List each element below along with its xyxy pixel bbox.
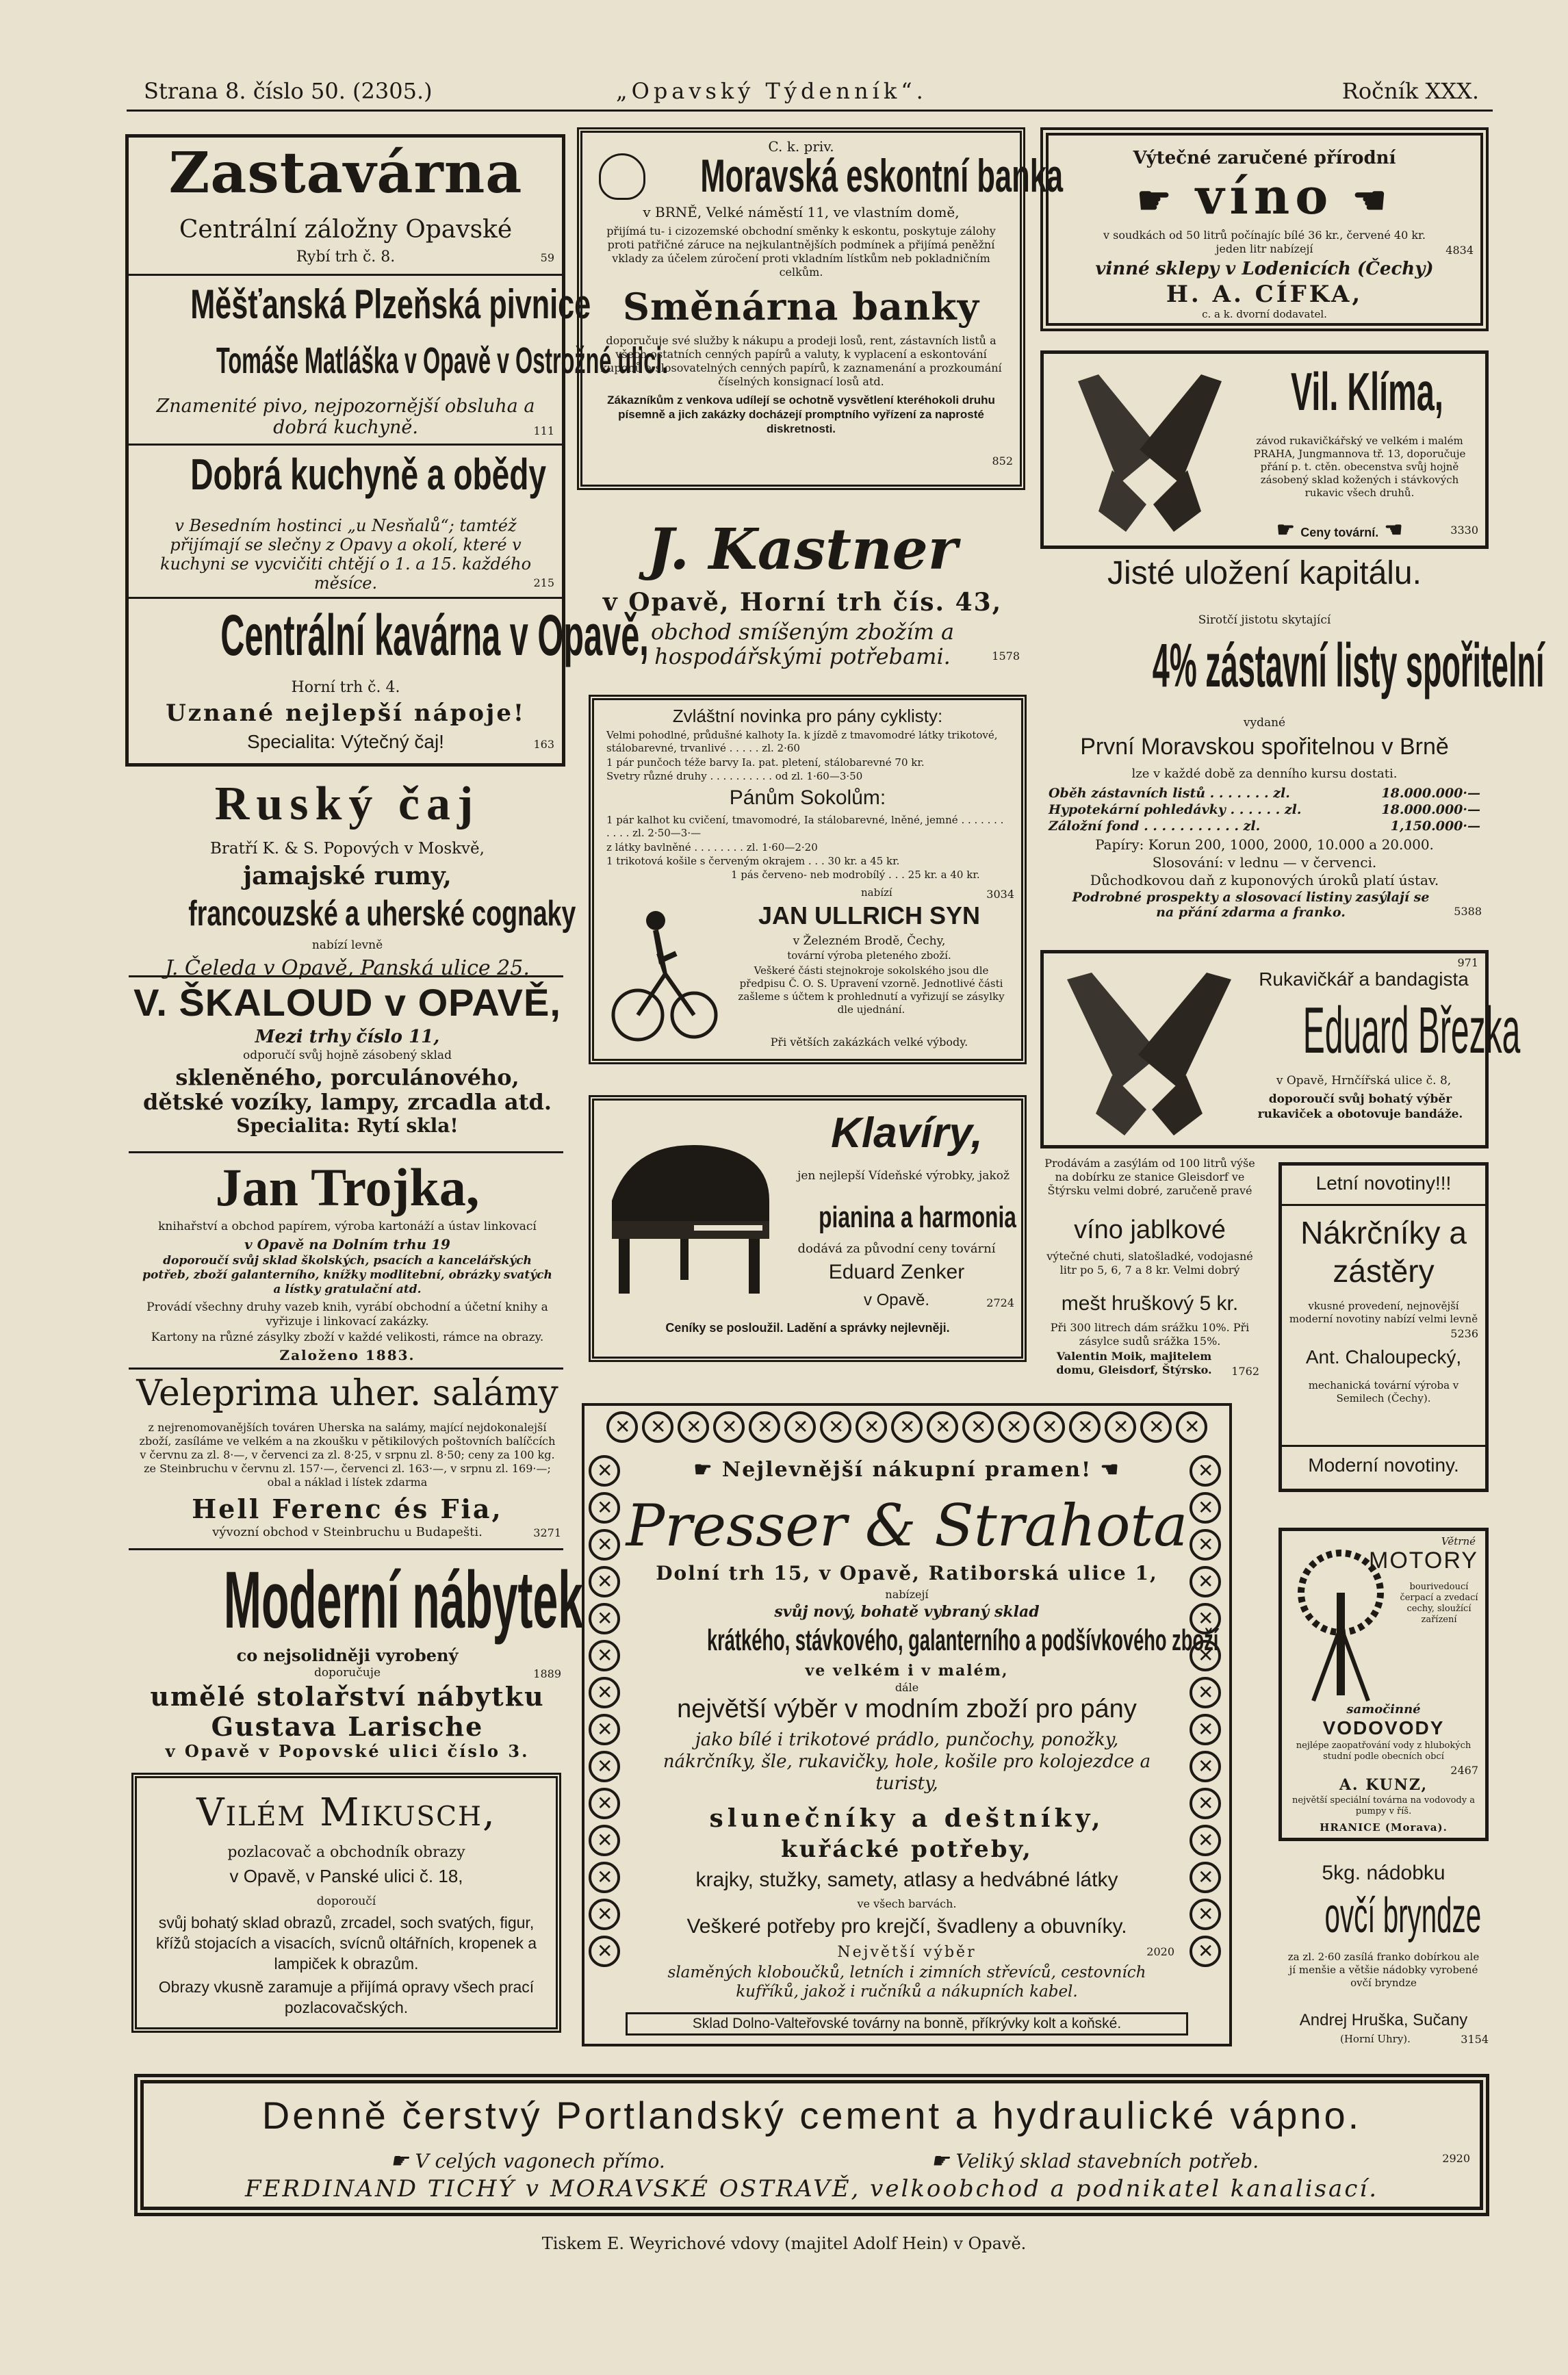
ad-jablecne-l2: výtečné chuti, slatošladké, vodojasné litr po 5, 6, 7 a 8 kr. Velmi dobrý <box>1046 1250 1253 1276</box>
ad-klaviry-title: Klavíry, <box>831 1109 983 1157</box>
ad-ullrich-r3: Svetry různé druhy . . . . . . . . . . od zl. 1·60—3·50 <box>606 770 863 782</box>
ad-banka-text2: doporučuje své služby k nákupu a prodeji losů, rent, zástavních listů a všech ostatních cenných papírů a valuty, k vyplacení a eskontování kuponů a slosovatelných cenných papírů, k zaznamenání a prozkoumání číselných konsignací losů atd. <box>600 334 1002 388</box>
ad-pivnice-text: Znamenité pivo, nejpozornější obsluha a dobrá kuchyně. <box>156 396 535 438</box>
ad-jablecne-l4: Při 300 litrech dám srážku 10%. Při zásylce sudů srážka 15%. <box>1050 1321 1250 1348</box>
ad-presser-l16: Sklad Dolno-Valteřovské továrny na bonně, příkrývky kolt a koňské. <box>626 2012 1188 2036</box>
ad-caj-l5: J. Čeleda v Opavě, Panská ulice 25. <box>165 956 530 980</box>
ad-number: 5388 <box>1454 905 1482 918</box>
ad-ullrich-f1: tovární výroba pleteného zboží. <box>787 949 951 962</box>
ad-number: 2724 <box>986 1296 1014 1309</box>
ad-pivnice <box>130 281 669 445</box>
ad-motory-l3: největší speciální továrna na vodovody a pumpy v říš. <box>1292 1795 1475 1816</box>
ad-ulozeni-l1: Sirotčí jistotu skytající <box>1198 613 1331 627</box>
ad-skaloud-l3: skleněného, porculánového, dětské vozíky, lampy, zrcadla atd. <box>142 1064 552 1115</box>
ad-klima-text: závod rukavičkářský ve velkém i malém PRAHA, Jungmannova tř. 13, doporučuje přání p. t. ctěn. obecenstva svůj hojně zásobený sklad kožených i stávkových rukavic všech druhů. <box>1253 435 1466 499</box>
divider <box>129 597 562 599</box>
ad-vino-l5: c. a k. dvorní dodavatel. <box>1202 308 1327 320</box>
ad-zastavarna-sub: Centrální záložny Opavské <box>179 216 513 244</box>
ad-ullrich-r2: 1 pár punčoch téže barvy Ia. pat. pletení, stálobarevné 70 kr. <box>606 756 925 769</box>
ad-trojka <box>127 1157 568 1369</box>
ad-vino-l2: jeden litr nabízejí <box>1216 242 1313 255</box>
ad-ulozeni-l4: lze v každé době za denního kursu dostati. <box>1131 767 1398 781</box>
ad-trojka-l6: Založeno 1883. <box>279 1347 415 1363</box>
ad-bryndze-l2: (Horní Uhry). <box>1340 2033 1411 2045</box>
ad-banka-title: Moravská eskontní banka <box>700 150 1064 202</box>
ad-ullrich-sub: Pánům Sokolům: <box>729 786 886 809</box>
ad-vino-l1: v soudkách od 50 litrů počínajíc bílé 36 kr., červené 40 kr. <box>1103 229 1426 242</box>
ad-number: 2920 <box>1442 2152 1470 2165</box>
ad-vino-title2-text: víno <box>1195 167 1334 225</box>
pointing-hand-icon: ☚ <box>1333 178 1392 223</box>
ad-caj <box>127 777 576 1013</box>
ad-ulozeni-r2a: Hypotekární pohledávky . . . . . . zl. <box>1049 802 1302 817</box>
ad-presser-banner <box>584 1458 1229 1482</box>
ad-number: 5236 <box>1450 1327 1478 1340</box>
ad-klaviry-l3: dodává za původní ceny tovární <box>797 1242 996 1256</box>
ad-klaviry <box>589 1095 1027 1362</box>
ad-number: 3154 <box>1461 2033 1489 2046</box>
ad-ulozeni <box>1040 554 1545 938</box>
ad-salamy <box>127 1373 568 1544</box>
ad-presser-l12: ve všech barvách. <box>857 1897 957 1910</box>
pointing-hand-icon: ☚ <box>1378 519 1403 541</box>
ad-kavarna <box>130 602 649 761</box>
eagle-emblem-icon <box>599 153 645 200</box>
ad-ullrich-r4: 1 pár kalhot ku cvičení, tmavomodré, Ia stálobarevné, lněné, jemné . . . . . . . . . . . zl. 2·50—3·— <box>606 814 1004 839</box>
pointing-hand-icon: ☚ <box>1092 1458 1120 1482</box>
ad-ulozeni-r1b: 18.000.000·— <box>1381 786 1480 801</box>
ad-klima-title: Vil. Klíma, <box>1291 361 1443 422</box>
ad-salamy-text: z nejrenomovanějších továren Uherska na salámy, mající nejdokonalejší zboží, zasíláme ve velkém a na zkoušku v pětikilových poštovních balíčcích v červnu za zl. 8·—, v červenci za zl. 8·25, v srpnu zl. 8·50; ceny za 100 kg. ze Steinbruchu v červnu zl. 157·—, červenci zl. 163·—, v srpnu zl. 169·—; obal a náklad i lístek zdarma <box>139 1421 556 1489</box>
pointing-hand-icon: ☛ <box>390 2149 415 2173</box>
pointing-hand-icon: ☛ <box>1137 178 1196 223</box>
ad-skaloud-l2: odporučí svůj hojně zásobený sklad <box>243 1049 452 1062</box>
ad-ulozeni-l2: vydané <box>1243 716 1286 730</box>
ad-ullrich-r5: z látky bavlněné . . . . . . . . zl. 1·60—2·20 <box>606 841 818 853</box>
pointing-hand-icon: ☛ <box>931 2149 956 2173</box>
ad-ulozeni-l8: Podrobné prospekty a slosovací listiny zasýlají se na přání zdarma a franko. <box>1072 890 1430 920</box>
ad-chaloupecky-bottom: Moderní novotiny. <box>1308 1454 1459 1476</box>
page-footer: Tiskem E. Weyrichové vdovy (majitel Adolf Hein) v Opavě. <box>541 2234 1027 2253</box>
ad-chaloupecky <box>1278 1162 1489 1492</box>
ad-nabytek-l3: umělé stolařství nábytku <box>150 1681 545 1712</box>
ad-number: 163 <box>533 738 554 751</box>
ad-presser-l7: největší výběr v modním zboží pro pány <box>677 1695 1137 1723</box>
ad-ulozeni-r3a: Záložní fond . . . . . . . . . . . zl. <box>1049 819 1261 834</box>
ad-salamy-addr: vývozní obchod v Steinbruchu u Budapešti. <box>212 1525 483 1539</box>
ad-mikusch-l3: doporoučí <box>316 1895 376 1908</box>
ad-ullrich-r7: 1 pás červeno- neb modrobílý . . . 25 kr. a 40 kr. <box>731 869 980 881</box>
divider <box>129 1368 563 1370</box>
ad-mikusch-title: Vilém Mikusch, <box>196 1790 496 1835</box>
ad-number: 2467 <box>1450 1764 1478 1777</box>
ad-jablecne-l1: Prodávám a zasýlám od 100 litrů výše na dobírku ze stanice Gleisdorf ve Štýrsku velmi dobré, zaručeně pravé <box>1044 1157 1255 1197</box>
ad-ullrich <box>589 695 1027 1064</box>
ad-presser-l15: slaměných kloboučků, letních i zimních střevíců, cestovních kufříků, jakož i ručníků a nákupních kabel. <box>667 1964 1146 2001</box>
divider <box>129 975 563 977</box>
ad-banka-top: C. k. priv. <box>768 138 834 155</box>
ad-brezka-l3: doporoučí svůj bohatý výběr rukaviček a obotovuje bandáže. <box>1257 1092 1463 1121</box>
ad-presser-banner-text: Nejlevnější nákupní pramen! <box>721 1458 1092 1482</box>
ad-motory-firm: A. KUNZ, <box>1339 1776 1428 1794</box>
ad-kavarna-addr: Horní trh č. 4. <box>291 679 400 696</box>
ad-number: 3271 <box>533 1526 561 1539</box>
ad-klima <box>1040 350 1489 549</box>
ad-bryndze <box>1278 1862 1489 2046</box>
ad-presser-l4: krátkého, stávkového, galanterního a podšívkového zboží <box>706 1623 1219 1657</box>
ad-caj-l2: jamajské rumy, <box>243 862 452 890</box>
ad-number: 971 <box>1457 956 1478 969</box>
ad-banka <box>577 127 1064 490</box>
ad-ulozeni-r2b: 18.000.000·— <box>1381 802 1480 817</box>
ad-kastner-l2: obchod smíšeným zbožím a hospodářskými potřebami. <box>650 619 955 669</box>
ad-ulozeni-r3b: 1,150.000·— <box>1390 819 1480 834</box>
header-rule <box>127 110 1493 112</box>
ad-motory-l2: VODOVODY <box>1322 1717 1445 1738</box>
ad-ulozeni-r1a: Oběh zástavních listů . . . . . . . zl. <box>1049 786 1290 801</box>
ad-number: 2020 <box>1146 1945 1174 1958</box>
ad-jablecne-l5: Valentin Moik, majitelem domu, Gleisdorf, Štýrsko. <box>1056 1350 1212 1376</box>
ad-obedy <box>130 449 561 595</box>
ad-skaloud-l4: Specialita: Rytí skla! <box>236 1114 459 1137</box>
ad-ulozeni-l3: První Moravskou spořitelnou v Brně <box>1080 734 1449 760</box>
ad-jablecne-title: víno jablkové <box>1074 1216 1226 1244</box>
ad-skaloud <box>127 980 568 1144</box>
ad-nabytek-l1: co nejsolidněji vyrobený <box>236 1645 459 1665</box>
ad-ullrich-r1: Velmi pohodlné, průdušné kalhoty Ia. k jízdě z tmavomodré látky trikotové, stálobarevné, trvanlivé . . . . . zl. 2·60 <box>606 729 998 754</box>
ad-chaloupecky-top: Letní novotiny!!! <box>1315 1172 1452 1194</box>
ad-klaviry-l1: jen nejlepší Vídeňské výrobky, jakož <box>797 1169 1010 1183</box>
page-number: Strana 8. číslo 50. (2305.) <box>144 78 433 104</box>
ad-banka-text: přijímá tu- i cizozemské obchodní směnky k eskontu, poskytuje zálohy proti patřičné záruce na nejkulantnějších podmínek a přijímá peněžní vklady za účelem zúročení proti vkladním lístkům neb pokladničním celkům. <box>606 224 996 279</box>
ad-presser <box>582 1403 1232 2046</box>
divider <box>129 444 562 446</box>
ad-caj-title: Ruský čaj <box>214 778 480 830</box>
ad-mikusch-l5: Obrazy vkusně zaramuje a přijímá opravy všech prací pozlacovačských. <box>158 1978 535 2016</box>
ad-caj-l1: Bratří K. & S. Popových v Moskvě, <box>210 840 485 858</box>
ad-banka-text3: Zákazníkům z venkova udílejí se ochotně vysvětlení kteréhokoli druhu písemně a jich zakázky docházejí promptního vyřízení za naprosté diskretnosti. <box>607 394 995 435</box>
ad-banka-title2: Směnárna banky <box>622 285 980 329</box>
ad-cement-l2 <box>931 2149 1259 2173</box>
ad-motory-side: bourivedoucí čerpací a zvedací cechy, sloužící zařízení <box>1400 1582 1478 1625</box>
ad-presser-l11: krajky, stužky, samety, atlasy a hedvábné látky <box>695 1869 1118 1891</box>
ad-nabytek-l4: Gustava Larische <box>211 1711 484 1742</box>
ad-presser-l14: Největší výběr <box>837 1944 977 1961</box>
ad-skaloud-title: V. ŠKALOUD v OPAVĚ, <box>133 981 561 1024</box>
ad-mikusch-l2: v Opavě, v Panské ulici č. 18, <box>229 1866 463 1886</box>
ad-banka-sub: v BRNĚ, Velké náměstí 11, ve vlastním domě, <box>643 204 960 220</box>
ad-salamy-firm: Hell Ferenc és Fia, <box>192 1493 503 1524</box>
ad-pivnice-title: Měšťanská Plzeňská pivnice <box>190 281 591 327</box>
pointing-hand-icon: ☛ <box>693 1458 722 1482</box>
ad-presser-l9: slunečníky a deštníky, <box>709 1804 1105 1833</box>
ad-chaloupecky-l1: mechanická tovární výroba v Semilech (Čechy). <box>1308 1379 1459 1404</box>
cyclist-illustration <box>611 885 720 1049</box>
ad-bryndze-text: za zl. 2·60 zasílá franko dobírkou ale jí menšie a většie nádobky vyrobené ovčí bryndze <box>1287 1951 1480 1989</box>
ad-number: 3034 <box>986 888 1014 901</box>
pointing-hand-icon: ☛ <box>1276 519 1301 541</box>
ad-number: 3330 <box>1450 524 1478 537</box>
ad-trojka-l3: doporoučí svůj sklad školských, psacích a kancelářských potřeb, zboží galanterního, knížky modlitební, obrázky svatých a lístky gratulační atd. <box>142 1254 552 1296</box>
ad-ullrich-firm: JAN ULLRICH SYN <box>758 901 981 929</box>
ad-ulozeni-title: Jisté uložení kapitálu. <box>1107 555 1422 591</box>
ad-ullrich-f2: Veškeré části stejnokroje sokolského jsou dle předpisu Č. O. S. Upravení vzorně. Jednotlivé části zašleme s účtem k prohlednutí a vyřizují se zásylky dle ujednání. <box>738 964 1005 1016</box>
ad-motory-l4: HRANICE (Morava). <box>1320 1821 1448 1834</box>
ad-cement-l3: FERDINAND TICHÝ v MORAVSKÉ OSTRAVĚ, velkoobchod a podnikatel kanalisací. <box>244 2175 1379 2203</box>
ad-trojka-l2: v Opavě na Dolním trhu 19 <box>244 1236 450 1253</box>
ad-presser-l1: Dolní trh 15, v Opavě, Ratiborská ulice 1, <box>656 1562 1158 1584</box>
ad-kastner-title: J. Kastner <box>647 517 957 582</box>
gloves-illustration <box>1053 966 1245 1138</box>
ad-ullrich-f3: Při větších zakázkách velké výbody. <box>770 1036 968 1049</box>
ad-kastner-l1: v Opavě, Horní trh čís. 43, <box>602 588 1003 617</box>
ad-vino-l4: H. A. CÍFKA, <box>1166 281 1363 308</box>
ad-klaviry-l5: v Opavě. <box>863 1291 930 1309</box>
ad-chaloupecky-firm: Ant. Chaloupecký, <box>1305 1346 1462 1368</box>
ad-motory-top: Větrné <box>1441 1535 1476 1548</box>
ad-motory-l1: samočinné <box>1346 1702 1421 1717</box>
ad-ullrich-r8: nabízí <box>861 886 892 899</box>
ad-zastavarna <box>130 140 561 270</box>
ad-brezka <box>1040 950 1521 1148</box>
ad-ulozeni-l6: Slosování: v lednu — v červenci. <box>1152 854 1377 871</box>
ad-number: 1578 <box>992 650 1020 663</box>
piano-illustration <box>605 1118 776 1310</box>
ad-nabytek-title: Moderní nábytek <box>223 1555 583 1645</box>
ad-mikusch-l4: svůj bohatý sklad obrazů, zrcadel, soch svatých, figur, křížů stojacích a visacích, svícnů oltářních, kropenek a lampiček k obrazům. <box>155 1914 537 1973</box>
ad-salamy-title: Veleprima uher. salámy <box>136 1373 558 1414</box>
ad-presser-l8: jako bílé i trikotové prádlo, punčochy, ponožky, nákrčníky, šle, rukavičky, hole, košile pro kolojezdce a turisty, <box>663 1730 1151 1794</box>
ad-ulozeni-title2: 4% zástavní listy spořitelní <box>1152 632 1545 700</box>
ad-kastner <box>578 517 1027 667</box>
ad-cement-l1 <box>390 2149 665 2173</box>
ad-motory <box>1278 1528 1489 1841</box>
ad-mikusch-l1: pozlacovač a obchodník obrazy <box>227 1844 465 1861</box>
ornament-row <box>591 1411 1222 1450</box>
divider <box>129 1548 563 1550</box>
ad-brezka-l1: Rukavičkář a bandagista <box>1259 968 1469 990</box>
ad-ulozeni-l7: Důchodkovou daň z kuponových úroků platí ústav. <box>1090 872 1439 888</box>
ad-number: 852 <box>992 454 1013 467</box>
ad-zastavarna-addr: Rybí trh č. 8. <box>296 248 396 266</box>
ad-cement-title: Denně čerstvý Portlandský cement a hydraulické vápno. <box>261 2094 1362 2137</box>
divider <box>129 1151 563 1153</box>
ad-trojka-l1: knihařství a obchod papírem, výroba kartonáží a ústav linkovací <box>158 1220 537 1233</box>
ad-klaviry-l4: Eduard Zenker <box>828 1261 965 1283</box>
ad-nabytek-l5: v Opavě v Popovské ulici číslo 3. <box>165 1741 530 1761</box>
ad-chaloupecky-title: Nákrčníky a zástěry <box>1300 1215 1467 1289</box>
ad-nabytek <box>127 1554 583 1761</box>
ad-cement-l2-text: Veliký sklad stavebních potřeb. <box>955 2150 1259 2172</box>
ad-number: 4834 <box>1445 244 1474 257</box>
ad-bryndze-l1: 5kg. nádobku <box>1322 1862 1445 1884</box>
ad-presser-title: Presser & Strahota <box>626 1492 1188 1559</box>
gloves-illustration <box>1057 368 1242 539</box>
ad-presser-l6: dále <box>895 1681 919 1694</box>
ad-presser-l2: nabízejí <box>885 1588 929 1601</box>
ad-presser-l5: ve velkém i v malém, <box>805 1662 1009 1680</box>
ad-klima-price-text: Ceny tovární. <box>1300 526 1379 539</box>
ad-number: 1762 <box>1231 1365 1259 1378</box>
masthead: „Opavský Týdenník“. <box>616 78 927 104</box>
ad-klima-price <box>1276 518 1403 542</box>
ad-pivnice-title2: Tomáše Matláška v Opavě v Ostrožné ulici. <box>216 340 669 381</box>
ad-klaviry-l6: Ceníky se posloužil. Ladění a správky nejlevněji. <box>665 1321 950 1335</box>
ad-cement <box>134 2074 1489 2216</box>
ad-trojka-title: Jan Trojka, <box>215 1157 480 1217</box>
ad-zastavarna-title: Zastavárna <box>168 140 523 206</box>
page-header <box>144 66 1479 107</box>
ad-ullrich-title: Zvláštní novinka pro pány cyklisty: <box>672 706 943 726</box>
ad-trojka-l4: Provádí všechny druhy vazeb knih, vyrábí obchodní a účetní knihy a vyřizuje i linkovací zakázky. <box>146 1300 548 1328</box>
ad-chaloupecky-text: vkusné provedení, nejnovější moderní novotiny nabízí velmi levně <box>1289 1300 1478 1325</box>
ad-obedy-text: v Besedním hostinci „u Nesňalů“; tamtéž přijímají se slečny z Opavy a okolí, které v kuchyni se vycvičiti chtějí o 1. a 15. každého měsíce. <box>159 516 532 593</box>
ad-kavarna-title: Centrální kavárna v Opavě, <box>220 603 649 667</box>
ad-caj-l3: francouzské a uherské cognaky <box>188 894 576 934</box>
ad-vino-title2 <box>1049 167 1480 225</box>
ad-bryndze-firm: Andrej Hruška, Sučany <box>1299 2011 1468 2029</box>
ad-brezka-l2: v Opavě, Hrnčířská ulice č. 8, <box>1276 1074 1452 1088</box>
windmill-illustration <box>1286 1538 1396 1702</box>
ad-presser-l13: Veškeré potřeby pro krejčí, švadleny a obuvníky. <box>686 1915 1127 1938</box>
ad-number: 59 <box>540 251 554 264</box>
ad-vino <box>1040 127 1489 331</box>
ad-presser-l3: svůj nový, bohatě vybraný sklad <box>774 1603 1040 1621</box>
ad-ulozeni-l5: Papíry: Korun 200, 1000, 2000, 10.000 a 20.000. <box>1095 836 1434 853</box>
ad-kavarna-slogan: Uznané nejlepší nápoje! <box>166 699 526 727</box>
ad-ullrich-r6: 1 trikotová košile s červeným okrajem . . . 30 kr. a 45 kr. <box>606 855 900 867</box>
ad-ullrich-addr: v Železném Brodě, Čechy, <box>793 934 946 948</box>
ad-jablecne-l3: mešt hruškový 5 kr. <box>1061 1292 1239 1315</box>
ad-jablecne <box>1040 1157 1259 1389</box>
ad-caj-l4: nabízí levně <box>311 938 383 952</box>
ad-bryndze-title: ovčí bryndze <box>1324 1888 1482 1943</box>
ad-obedy-title: Dobrá kuchyně a obědy <box>190 450 547 499</box>
ad-number: 1889 <box>533 1667 561 1680</box>
ad-kavarna-spec: Specialita: Výtečný čaj! <box>247 731 444 752</box>
ad-mikusch <box>131 1773 561 2033</box>
ad-motory-text: nejlépe zaopatřování vody z hlubokých studní podle obecních obcí <box>1296 1741 1471 1762</box>
ad-trojka-l5: Kartony na různé zásylky zboží v každé velikosti, rámce na obrazy. <box>151 1331 544 1344</box>
ad-number: 215 <box>533 576 554 589</box>
divider <box>129 274 562 276</box>
ad-vino-title: Výtečné zaručené přírodní <box>1133 148 1396 168</box>
ad-motory-title: MOTORY <box>1369 1548 1478 1574</box>
ad-presser-l10: kuřácké potřeby, <box>781 1836 1033 1863</box>
ad-brezka-title: Eduard Březka <box>1302 994 1521 1067</box>
ad-number: 111 <box>533 424 554 437</box>
ad-cement-l1-text: V celých vagonech přímo. <box>415 2150 665 2172</box>
ad-nabytek-l2: doporučuje <box>313 1666 381 1680</box>
volume: Ročník XXX. <box>1341 78 1479 104</box>
ad-vino-l3: vinné sklepy v Lodenicích (Čechy) <box>1095 259 1434 279</box>
ad-skaloud-l1: Mezi trhy číslo 11, <box>255 1027 440 1047</box>
ad-klaviry-l2: pianina a harmonia <box>819 1201 1016 1234</box>
